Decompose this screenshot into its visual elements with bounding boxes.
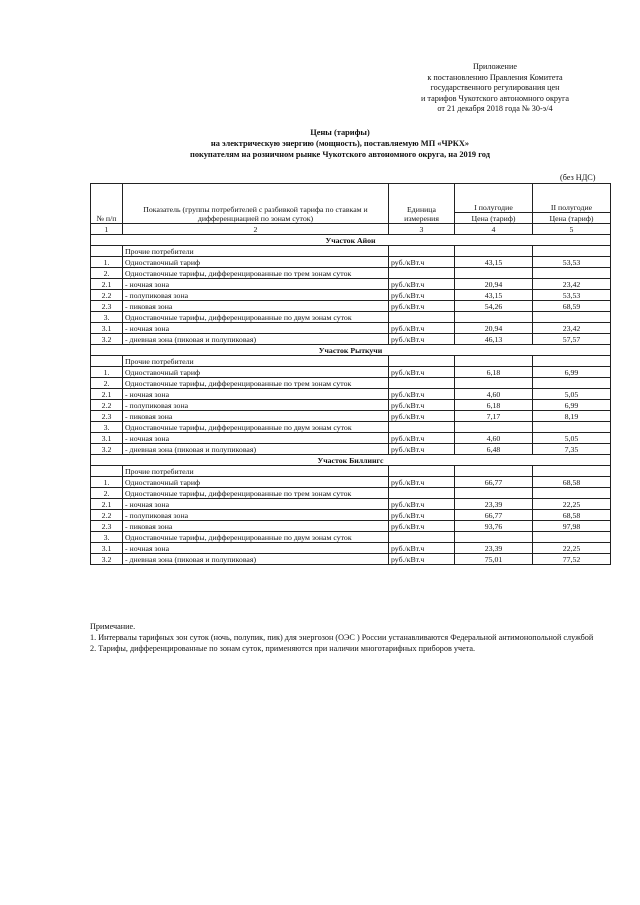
- row-price-half-2: 8,19: [533, 411, 611, 422]
- column-number: 3: [389, 224, 455, 235]
- row-unit: [389, 532, 455, 543]
- row-price-half-1: [455, 268, 533, 279]
- row-label: - пиковая зона: [123, 521, 389, 532]
- table-row: [91, 268, 611, 279]
- row-number: 2.3: [91, 411, 123, 422]
- title-line: на электрическую энергию (мощность), поставляемую МП «ЧРКХ»: [210, 139, 470, 148]
- row-unit: руб./кВт.ч: [389, 411, 455, 422]
- table-row: [91, 301, 611, 312]
- row-label: - ночная зона: [123, 389, 389, 400]
- row-price-half-2: [533, 466, 611, 477]
- row-price-half-2: 53,53: [533, 257, 611, 268]
- row-unit: [389, 466, 455, 477]
- row-price-half-1: [455, 488, 533, 499]
- row-price-half-2: 68,59: [533, 301, 611, 312]
- note-item: 2. Тарифы, дифференцированные по зонам суток, применяются при наличии многотарифных приборов учета.: [90, 644, 476, 653]
- row-number: 3.2: [91, 554, 123, 565]
- row-unit: руб./кВт.ч: [389, 301, 455, 312]
- table-row: [91, 554, 611, 565]
- row-label: Одноставочные тарифы, дифференцированные по трем зонам суток: [123, 378, 389, 389]
- row-price-half-2: 5,05: [533, 389, 611, 400]
- vat-note: (без НДС): [560, 173, 596, 182]
- note-item: 1. Интервалы тарифных зон суток (ночь, полупик, пик) для энергозон (ОЭС ) России устанавливаются Федеральной антимонопольной службой: [90, 633, 594, 642]
- header-price-2: Цена (тариф): [533, 213, 611, 224]
- row-price-half-2: 23,42: [533, 323, 611, 334]
- row-label: Одноставочные тарифы, дифференцированные по трем зонам суток: [123, 268, 389, 279]
- title-line: покупателям на розничном рынке Чукотского автономного округа, на 2019 год: [190, 150, 490, 159]
- row-unit: руб./кВт.ч: [389, 543, 455, 554]
- notes-block: [90, 621, 610, 654]
- section-header-row: [91, 345, 611, 356]
- row-unit: руб./кВт.ч: [389, 444, 455, 455]
- row-number: 1.: [91, 257, 123, 268]
- row-unit: руб./кВт.ч: [389, 510, 455, 521]
- row-price-half-1: 43,15: [455, 257, 533, 268]
- row-price-half-1: [455, 378, 533, 389]
- row-price-half-1: 66,77: [455, 477, 533, 488]
- header-num: № п/п: [91, 184, 123, 224]
- row-price-half-2: 5,05: [533, 433, 611, 444]
- row-label: - ночная зона: [123, 433, 389, 444]
- notes-heading: Примечание.: [90, 622, 136, 631]
- row-label: - дневная зона (пиковая и полупиковая): [123, 554, 389, 565]
- table-row: [91, 488, 611, 499]
- table-row: [91, 312, 611, 323]
- row-number: 1.: [91, 367, 123, 378]
- row-price-half-1: 20,94: [455, 323, 533, 334]
- row-number: 2.1: [91, 389, 123, 400]
- tariff-table: [90, 183, 611, 565]
- row-number: 3.: [91, 312, 123, 323]
- row-number: [91, 466, 123, 477]
- row-price-half-1: 6,48: [455, 444, 533, 455]
- table-row: [91, 279, 611, 290]
- row-number: [91, 246, 123, 257]
- table-row: [91, 378, 611, 389]
- row-unit: руб./кВт.ч: [389, 334, 455, 345]
- row-unit: руб./кВт.ч: [389, 554, 455, 565]
- row-price-half-1: [455, 532, 533, 543]
- column-number: 5: [533, 224, 611, 235]
- row-label: Одноставочный тариф: [123, 367, 389, 378]
- row-unit: руб./кВт.ч: [389, 400, 455, 411]
- row-price-half-2: 68,58: [533, 510, 611, 521]
- section-title: Участок Биллингс: [91, 455, 611, 466]
- row-price-half-1: 23,39: [455, 543, 533, 554]
- row-number: 3.: [91, 422, 123, 433]
- row-price-half-2: [533, 312, 611, 323]
- row-price-half-2: 6,99: [533, 367, 611, 378]
- table-row: [91, 411, 611, 422]
- table-row: [91, 543, 611, 554]
- table-row: [91, 466, 611, 477]
- row-label: - дневная зона (пиковая и полупиковая): [123, 444, 389, 455]
- row-number: 2.3: [91, 301, 123, 312]
- row-number: 2.2: [91, 510, 123, 521]
- title-line: Цены (тарифы): [310, 128, 370, 137]
- row-number: 3.2: [91, 444, 123, 455]
- table-row: [91, 367, 611, 378]
- table-row: [91, 433, 611, 444]
- row-number: [91, 356, 123, 367]
- table-row: [91, 422, 611, 433]
- row-unit: руб./кВт.ч: [389, 367, 455, 378]
- table-row: [91, 290, 611, 301]
- row-number: 2.1: [91, 499, 123, 510]
- row-label: - ночная зона: [123, 323, 389, 334]
- row-price-half-1: [455, 422, 533, 433]
- row-label: Одноставочные тарифы, дифференцированные по двум зонам суток: [123, 312, 389, 323]
- row-price-half-2: [533, 356, 611, 367]
- row-unit: руб./кВт.ч: [389, 290, 455, 301]
- column-number: 1: [91, 224, 123, 235]
- row-label: Прочие потребители: [123, 246, 389, 257]
- appendix-line: государственного регулирования цен: [430, 83, 560, 93]
- row-number: 2.2: [91, 290, 123, 301]
- row-unit: [389, 378, 455, 389]
- row-price-half-2: 22,25: [533, 499, 611, 510]
- row-label: - пиковая зона: [123, 411, 389, 422]
- row-price-half-1: 23,39: [455, 499, 533, 510]
- header-price-1: Цена (тариф): [455, 213, 533, 224]
- row-label: Одноставочные тарифы, дифференцированные по двум зонам суток: [123, 422, 389, 433]
- row-number: 3.1: [91, 433, 123, 444]
- column-number: 4: [455, 224, 533, 235]
- row-unit: [389, 488, 455, 499]
- row-label: Одноставочный тариф: [123, 477, 389, 488]
- appendix-line: Приложение: [473, 62, 517, 71]
- row-number: 2.2: [91, 400, 123, 411]
- row-price-half-1: [455, 246, 533, 257]
- section-header-row: [91, 455, 611, 466]
- row-price-half-1: 6,18: [455, 367, 533, 378]
- row-unit: руб./кВт.ч: [389, 279, 455, 290]
- row-label: Одноставочные тарифы, дифференцированные по двум зонам суток: [123, 532, 389, 543]
- row-price-half-1: 7,17: [455, 411, 533, 422]
- row-price-half-1: 75,01: [455, 554, 533, 565]
- row-price-half-2: [533, 422, 611, 433]
- appendix-line: и тарифов Чукотского автономного округа: [420, 93, 570, 103]
- row-label: - ночная зона: [123, 543, 389, 554]
- table-row: [91, 334, 611, 345]
- table-row: [91, 521, 611, 532]
- row-price-half-1: 43,15: [455, 290, 533, 301]
- row-price-half-2: [533, 532, 611, 543]
- row-price-half-2: 97,98: [533, 521, 611, 532]
- table-row: [91, 444, 611, 455]
- section-title: Участок Айон: [91, 235, 611, 246]
- row-label: - полупиковая зона: [123, 400, 389, 411]
- row-unit: [389, 268, 455, 279]
- row-label: Прочие потребители: [123, 466, 389, 477]
- header-indicator: Показатель (группы потребителей с разбивкой тарифа по ставкам и дифференциацией по зонам суток): [123, 184, 389, 224]
- table-row: [91, 246, 611, 257]
- header-half-1: I полугодие: [455, 184, 533, 213]
- row-label: - пиковая зона: [123, 301, 389, 312]
- row-price-half-2: 6,99: [533, 400, 611, 411]
- row-number: 2.1: [91, 279, 123, 290]
- table-row: [91, 257, 611, 268]
- row-price-half-1: [455, 466, 533, 477]
- row-price-half-1: [455, 312, 533, 323]
- row-label: Одноставочный тариф: [123, 257, 389, 268]
- appendix-line: к постановлению Правления Комитета: [427, 72, 563, 82]
- row-unit: [389, 356, 455, 367]
- header-unit: Единица измерения: [389, 184, 455, 224]
- row-number: 3.1: [91, 543, 123, 554]
- row-price-half-2: [533, 268, 611, 279]
- row-label: - ночная зона: [123, 279, 389, 290]
- row-price-half-1: 93,76: [455, 521, 533, 532]
- row-number: 2.: [91, 378, 123, 389]
- row-unit: руб./кВт.ч: [389, 257, 455, 268]
- table-row: [91, 356, 611, 367]
- row-label: - полупиковая зона: [123, 290, 389, 301]
- row-label: Прочие потребители: [123, 356, 389, 367]
- row-price-half-1: [455, 356, 533, 367]
- table-row: [91, 323, 611, 334]
- section-header-row: [91, 235, 611, 246]
- row-price-half-2: 68,58: [533, 477, 611, 488]
- row-price-half-1: 20,94: [455, 279, 533, 290]
- row-unit: руб./кВт.ч: [389, 477, 455, 488]
- row-price-half-2: 53,53: [533, 290, 611, 301]
- section-title: Участок Рыткучи: [91, 345, 611, 356]
- column-number: 2: [123, 224, 389, 235]
- document-title: [80, 127, 600, 160]
- row-price-half-1: 54,26: [455, 301, 533, 312]
- row-price-half-2: 22,25: [533, 543, 611, 554]
- table-row: [91, 389, 611, 400]
- appendix-block: [380, 62, 610, 115]
- row-unit: руб./кВт.ч: [389, 521, 455, 532]
- row-unit: руб./кВт.ч: [389, 323, 455, 334]
- table-row: [91, 499, 611, 510]
- row-number: 2.: [91, 268, 123, 279]
- row-number: 3.: [91, 532, 123, 543]
- row-unit: руб./кВт.ч: [389, 499, 455, 510]
- row-unit: руб./кВт.ч: [389, 433, 455, 444]
- row-price-half-1: 6,18: [455, 400, 533, 411]
- row-price-half-1: 46,13: [455, 334, 533, 345]
- table-row: [91, 510, 611, 521]
- row-price-half-1: 4,60: [455, 389, 533, 400]
- row-label: - ночная зона: [123, 499, 389, 510]
- row-price-half-2: 7,35: [533, 444, 611, 455]
- row-unit: [389, 246, 455, 257]
- row-price-half-2: 57,57: [533, 334, 611, 345]
- row-label: - полупиковая зона: [123, 510, 389, 521]
- row-price-half-2: [533, 246, 611, 257]
- row-price-half-2: 77,52: [533, 554, 611, 565]
- header-half-2: II полугодие: [533, 184, 611, 213]
- row-price-half-2: [533, 378, 611, 389]
- row-price-half-2: [533, 488, 611, 499]
- table-row: [91, 532, 611, 543]
- appendix-line: от 21 декабря 2018 года № 30-э/4: [437, 104, 553, 114]
- row-price-half-1: 66,77: [455, 510, 533, 521]
- row-number: 3.2: [91, 334, 123, 345]
- row-number: 1.: [91, 477, 123, 488]
- table-row: [91, 400, 611, 411]
- row-price-half-2: 23,42: [533, 279, 611, 290]
- row-number: 3.1: [91, 323, 123, 334]
- row-number: 2.3: [91, 521, 123, 532]
- row-number: 2.: [91, 488, 123, 499]
- row-unit: руб./кВт.ч: [389, 389, 455, 400]
- row-price-half-1: 4,60: [455, 433, 533, 444]
- row-label: - дневная зона (пиковая и полупиковая): [123, 334, 389, 345]
- table-row: [91, 477, 611, 488]
- row-label: Одноставочные тарифы, дифференцированные по трем зонам суток: [123, 488, 389, 499]
- row-unit: [389, 422, 455, 433]
- row-unit: [389, 312, 455, 323]
